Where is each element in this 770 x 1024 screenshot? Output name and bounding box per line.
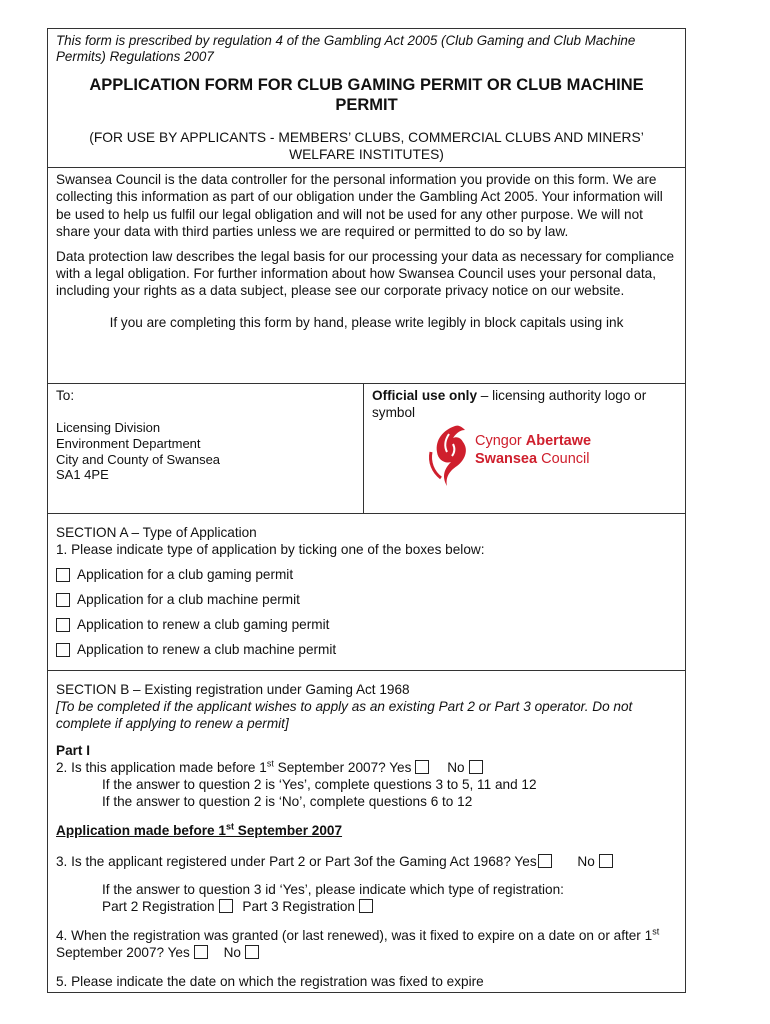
swansea-council-logo	[425, 422, 615, 492]
form-header	[48, 29, 685, 168]
q2-yes-checkbox[interactable]	[415, 760, 429, 774]
renew-machine-permit-checkbox[interactable]	[56, 643, 70, 657]
q2-note-yes: If the answer to question 2 is ‘Yes’, complete questions 3 to 5, 11 and 12	[102, 777, 537, 792]
logo-text-english: Swansea Council	[475, 451, 590, 467]
prescribed-note: This form is prescribed by regulation 4 of the Gambling Act 2005 (Club Gaming and Club Machine Permits) Regulations 2007	[56, 33, 636, 64]
renew-gaming-permit-checkbox[interactable]	[56, 618, 70, 632]
dragon-emblem-icon	[425, 422, 475, 490]
address-line: SA1 4PE	[56, 467, 109, 483]
address-section	[48, 384, 685, 514]
hand-completion-note: If you are completing this form by hand, please write legibly in block capitals using ink	[109, 314, 624, 330]
recipient-address	[48, 384, 364, 513]
data-protection-para-1: Swansea Council is the data controller for the personal information you provide on this form. We are collecting this information as part of our obligation under the Gambling Act 2005. Your information will be used to help us fulfil our legal obligation and will not be used for any other purpose. We will not share your data with third parties unless we are required or permitted to do so by law.	[56, 172, 663, 240]
section-a-heading: SECTION A – Type of Application	[56, 525, 257, 540]
form-title: APPLICATION FORM FOR CLUB GAMING PERMIT OR CLUB MACHINE PERMIT	[89, 76, 644, 114]
address-line: Licensing Division	[56, 420, 161, 435]
part2-registration-checkbox[interactable]	[219, 899, 233, 913]
question-2: 2. Is this application made before 1st September 2007? Yes No	[56, 759, 677, 776]
section-b	[48, 671, 685, 990]
option-label: Application for a club gaming permit	[77, 567, 294, 582]
section-a-instruction: 1. Please indicate type of application by ticking one of the boxes below:	[56, 542, 485, 557]
data-protection-para-2: Data protection law describes the legal basis for our processing your data as necessary for compliance with a legal obligation. For further information about how Swansea Council uses your personal data, including your rights as a data subject, please see our corporate privacy notice on our website.	[56, 248, 675, 299]
club-gaming-permit-checkbox[interactable]	[56, 568, 70, 582]
section-a	[48, 514, 685, 671]
option-label: Application for a club machine permit	[77, 592, 300, 607]
q2-note-no: If the answer to question 2 is ‘No’, complete questions 6 to 12	[102, 794, 473, 809]
q3-note: If the answer to question 3 id ‘Yes’, please indicate which type of registration:	[102, 882, 564, 897]
q4-yes-checkbox[interactable]	[194, 945, 208, 959]
before-sept-heading: Application made before 1st September 2007	[56, 821, 343, 838]
q3-no-checkbox[interactable]	[599, 854, 613, 868]
q3-yes-checkbox[interactable]	[538, 854, 552, 868]
official-use-label: Official use only	[372, 388, 477, 403]
option-label: Application to renew a club gaming permit	[77, 617, 330, 632]
question-5: 5. Please indicate the date on which the registration was fixed to expire	[56, 974, 484, 989]
address-line: Environment Department	[56, 435, 201, 451]
address-line: City and County of Swansea	[56, 451, 221, 467]
official-use-box	[364, 384, 685, 513]
section-b-note: [To be completed if the applicant wishes to apply as an existing Part 2 or Part 3 operator. Do not complete if applying to renew a permit]	[56, 699, 633, 731]
part-heading: Part I	[56, 743, 90, 758]
logo-text-welsh: Cyngor Abertawe	[475, 433, 592, 449]
official-use-text: – licensing authority logo or symbol	[372, 388, 647, 420]
to-label: To:	[56, 388, 75, 403]
form-subtitle: (FOR USE BY APPLICANTS - MEMBERS’ CLUBS, COMMERCIAL CLUBS AND MINERS’ WELFARE INSTITUTES)	[89, 130, 644, 162]
data-protection-section	[48, 168, 685, 384]
option-label: Application to renew a club machine permit	[77, 642, 337, 657]
part3-registration-checkbox[interactable]	[359, 899, 373, 913]
section-b-heading: SECTION B – Existing registration under Gaming Act 1968	[56, 682, 410, 697]
q4-no-checkbox[interactable]	[245, 945, 259, 959]
q2-no-checkbox[interactable]	[469, 760, 483, 774]
club-machine-permit-checkbox[interactable]	[56, 593, 70, 607]
application-form	[47, 28, 686, 993]
question-3: 3. Is the applicant registered under Part 2 or Part 3of the Gaming Act 1968? Yes No	[56, 853, 677, 870]
question-4: 4. When the registration was granted (or last renewed), was it fixed to expire on a date on or after 1st September 2007? Yes No	[56, 926, 660, 960]
registration-type: Part 2 Registration Part 3 Registration	[56, 898, 677, 915]
